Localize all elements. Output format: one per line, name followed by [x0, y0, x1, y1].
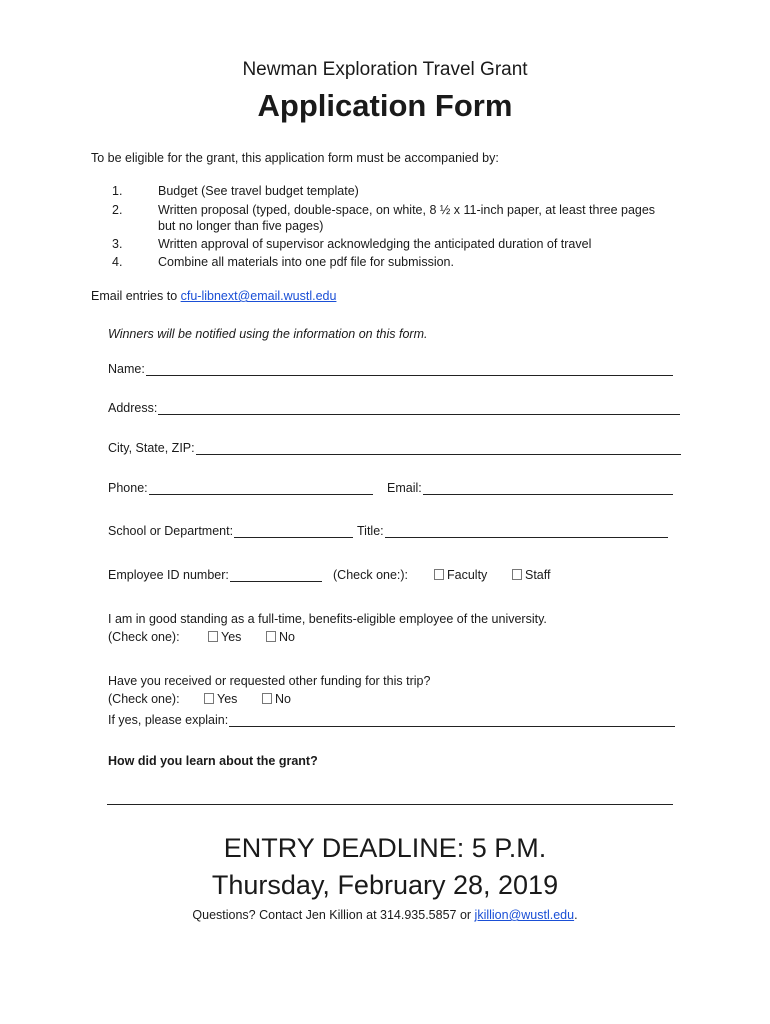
funding-check-label: (Check one): [108, 692, 180, 706]
requirement-item-2 [112, 203, 655, 217]
form-subtitle: Newman Exploration Travel Grant [242, 59, 528, 80]
requirement-item-3 [112, 237, 591, 251]
checkbox-icon[interactable] [208, 631, 218, 642]
standing-question: I am in good standing as a full-time, benefits-eligible employee of the university. [108, 612, 547, 626]
staff-option[interactable] [512, 568, 550, 582]
standing-no-option[interactable] [266, 630, 295, 644]
email-label: Email: [387, 481, 422, 495]
checkbox-icon[interactable] [434, 569, 444, 580]
email-field [387, 481, 673, 495]
checkbox-icon[interactable] [204, 693, 214, 704]
explain-label: If yes, please explain: [108, 713, 229, 727]
deadline-heading: ENTRY DEADLINE: 5 P.M. [223, 833, 547, 863]
requirement-text: Budget (See travel budget template) [158, 184, 359, 198]
contact-prefix: Questions? Contact Jen Killion at 314.935.5857 or [192, 908, 475, 922]
requirement-text: Combine all materials into one pdf file for submission. [158, 255, 454, 269]
funding-yes-option[interactable] [204, 692, 237, 706]
explain-input-line[interactable] [229, 713, 675, 727]
yes-label: Yes [217, 692, 238, 706]
yes-label: Yes [221, 630, 242, 644]
address-field [108, 401, 680, 415]
form-title: Application Form [257, 88, 513, 123]
role-check-label: (Check one:): [333, 568, 409, 582]
checkbox-icon[interactable] [266, 631, 276, 642]
intro-text: To be eligible for the grant, this application form must be accompanied by: [91, 151, 499, 165]
employee-id-label: Employee ID number: [108, 568, 229, 582]
learn-question: How did you learn about the grant? [108, 754, 318, 768]
explain-field [108, 713, 675, 727]
requirement-number: 3. [112, 237, 123, 251]
no-label: No [275, 692, 291, 706]
school-department-label: School or Department: [108, 524, 234, 538]
winners-notice: Winners will be notified using the information on this form. [108, 327, 428, 341]
contact-suffix: . [574, 908, 578, 922]
faculty-option[interactable] [434, 568, 487, 582]
school-department-input-line[interactable] [234, 524, 353, 538]
phone-field [108, 481, 373, 495]
funding-question: Have you received or requested other funding for this trip? [108, 674, 431, 688]
learn-answer-line[interactable] [107, 804, 673, 805]
requirement-number: 1. [112, 184, 123, 198]
requirement-number: 4. [112, 255, 123, 269]
requirement-text: Written approval of supervisor acknowledging the anticipated duration of travel [158, 237, 592, 251]
name-label: Name: [108, 362, 145, 376]
employee-id-input-line[interactable] [230, 568, 322, 582]
employee-id-field [108, 568, 322, 582]
funding-no-option[interactable] [262, 692, 291, 706]
email-entries-line [91, 289, 336, 303]
address-label: Address: [108, 401, 158, 415]
checkbox-icon[interactable] [512, 569, 522, 580]
name-field [108, 362, 673, 376]
faculty-label: Faculty [447, 568, 488, 582]
staff-label: Staff [525, 568, 551, 582]
no-label: No [279, 630, 295, 644]
phone-label: Phone: [108, 481, 148, 495]
email-entries-label: Email entries to [91, 289, 181, 303]
city-state-zip-input-line[interactable] [196, 441, 681, 455]
email-input-line[interactable] [423, 481, 673, 495]
standing-check-label: (Check one): [108, 630, 180, 644]
title-field [357, 524, 668, 538]
requirement-continuation: but no longer than five pages) [158, 219, 324, 233]
city-state-zip-label: City, State, ZIP: [108, 441, 195, 455]
title-label: Title: [357, 524, 384, 538]
contact-email-link[interactable]: jkillion@wustl.edu [474, 908, 575, 922]
phone-input-line[interactable] [149, 481, 373, 495]
requirement-text: Written proposal (typed, double-space, on white, 8 ½ x 11-inch paper, at least three pages [158, 203, 656, 217]
submission-email-link[interactable]: cfu-libnext@email.wustl.edu [180, 289, 337, 303]
requirement-item-1 [112, 184, 359, 198]
city-state-zip-field [108, 441, 681, 455]
address-input-line[interactable] [158, 401, 680, 415]
contact-line [0, 908, 770, 922]
school-department-field [108, 524, 353, 538]
standing-yes-option[interactable] [208, 630, 241, 644]
title-input-line[interactable] [385, 524, 668, 538]
name-input-line[interactable] [146, 362, 673, 376]
deadline-date: Thursday, February 28, 2019 [211, 870, 559, 900]
requirement-number: 2. [112, 203, 123, 217]
requirement-item-4 [112, 255, 454, 269]
checkbox-icon[interactable] [262, 693, 272, 704]
